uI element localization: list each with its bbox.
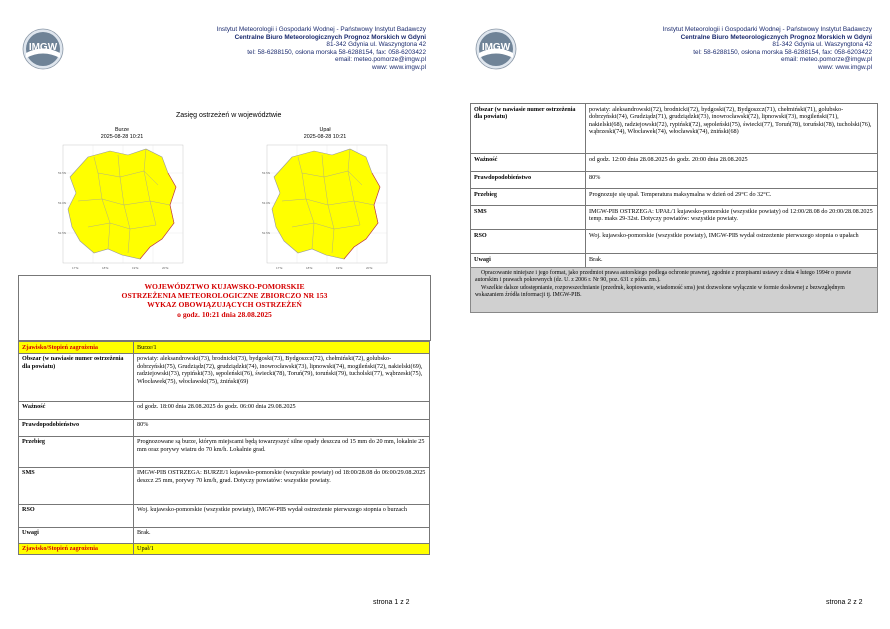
- row-key: Zjawisko/Stopień zagrożenia: [19, 543, 134, 555]
- table-row: [19, 342, 430, 354]
- row-value: Prognozuje się upał. Temperatura maksymalna w dzień od 29°C do 32°C.: [586, 189, 878, 206]
- map-right-date: 2025-08-28 10:21: [303, 133, 347, 140]
- table-row: [19, 527, 430, 543]
- svg-text:18°E: 18°E: [102, 266, 109, 270]
- header-line-3: 81-342 Gdynia ul. Waszyngtona 42: [772, 41, 872, 49]
- table-row: [471, 189, 878, 206]
- header-line-4: tel: 58-6288150, osłona morska 58-6288154, fax: 058-6203422: [247, 48, 426, 56]
- svg-text:20°E: 20°E: [162, 266, 169, 270]
- page-2: [445, 0, 890, 629]
- svg-text:17°E: 17°E: [72, 266, 79, 270]
- row-value: Woj. kujawsko-pomorskie (wszystkie powiaty), IMGW-PIB wydał ostrzeżenie pierwszego stopnia o upałach: [586, 230, 878, 254]
- copyright-note: [470, 267, 878, 313]
- table-row: [19, 467, 430, 504]
- svg-text:53.5N: 53.5N: [262, 171, 271, 175]
- svg-text:53.0N: 53.0N: [262, 201, 271, 205]
- row-key: SMS: [19, 467, 134, 504]
- row-value: Upał/1: [134, 543, 430, 555]
- header-www[interactable]: www: www.imgw.pl: [818, 63, 872, 71]
- header-line-2: Centralne Biuro Meteorologicznych Prognoz Morskich w Gdyni: [234, 33, 426, 41]
- row-value: powiaty: aleksandrowski(72), brodnicki(72), bydgoski(72), Bydgoszcz(71), chełmiński(71), golubsko-dobrzyński(74), Grudziądz(71), grudziądzki(73), inowrocławski(72), lipnowski(73), mogileński(71), nakielski(68), radziejowski(72), rypiński(72), sępoleński(75), świecki(77), Toruń(78), toruński(78), tucholski(76), wąbrzeski(74), Włocławek(74), włocławski(74), żniński(68): [586, 104, 878, 154]
- row-value: IMGW-PIB OSTRZEGA: BURZE/1 kujawsko-pomorskie (wszystkie powiaty) od 18:00/28.08 do 06:00/29.08.2025 deszcz 25 mm, porywy 70 km/h, grad. Dotyczy powiatów: wszystkie powiaty.: [134, 467, 430, 504]
- institute-header: [663, 26, 872, 72]
- row-key: Prawdopodobieństwo: [19, 419, 134, 436]
- row-key: Ważność: [471, 154, 586, 172]
- row-key: Przebieg: [471, 189, 586, 206]
- map-left-label: Burze: [114, 127, 130, 133]
- row-key: Zjawisko/Stopień zagrożenia: [19, 342, 134, 354]
- row-key: Przebieg: [19, 436, 134, 467]
- title-line-1: WOJEWÓDZTWO KUJAWSKO-POMORSKIE: [144, 282, 305, 291]
- svg-text:18°E: 18°E: [306, 266, 313, 270]
- svg-text:52.5N: 52.5N: [262, 231, 271, 235]
- row-value: Prognozowane są burze, którym miejscami będą towarzyszyć silne opady deszczu od 15 mm do 20 mm, lokalnie 25 mm oraz porywy wiatru do 70 km/h. Lokalnie grad.: [134, 436, 430, 467]
- svg-text:17°E: 17°E: [276, 266, 283, 270]
- map-burze: [58, 143, 188, 271]
- row-value: powiaty: aleksandrowski(73), brodnicki(73), bydgoski(73), Bydgoszcz(72), chełmiński(72), golubsko-dobrzyński(75), Grudziądz(72), grudziądzki(74), inowrocławski(73), lipnowski(74), mogileński(72), nakielski(69), radziejowski(73), rypiński(73), sępoleński(76), świecki(78), Toruń(79), toruński(79), tucholski(77), wąbrzeski(75), Włocławek(75), włocławski(75), żniński(69): [134, 353, 430, 401]
- row-key: Uwagi: [471, 254, 586, 270]
- svg-text:20°E: 20°E: [366, 266, 373, 270]
- table-row: [471, 230, 878, 254]
- row-value: 80%: [134, 419, 430, 436]
- svg-text:53.0N: 53.0N: [58, 201, 67, 205]
- row-value: IMGW-PIB OSTRZEGA: UPAŁ/1 kujawsko-pomorskie (wszystkie powiaty) od 12:00/28.08 do 20:00/28.08.2025 temp. maks 29-32st. Dotyczy powiatów: wszystkie powiaty.: [586, 206, 878, 230]
- row-value: Brak.: [134, 527, 430, 543]
- row-value: Woj. kujawsko-pomorskie (wszystkie powiaty), IMGW-PIB wydał ostrzeżenie pierwszego stopnia o burzach: [134, 504, 430, 527]
- map-right-caption: [285, 127, 365, 140]
- row-value: od godz. 18:00 dnia 28.08.2025 do godz. 06:00 dnia 29.08.2025: [134, 401, 430, 419]
- row-value: od godz. 12:00 dnia 28.08.2025 do godz. 20:00 dnia 28.08.2025: [586, 154, 878, 172]
- row-value: Brak.: [586, 254, 878, 270]
- header-line-3: 81-342 Gdynia ul. Waszyngtona 42: [326, 41, 426, 49]
- page-number: strona 1 z 2: [373, 599, 410, 606]
- header-line-1: Instytut Meteorologii i Gospodarki Wodnej - Państwowy Instytut Badawczy: [216, 26, 426, 33]
- table-row: [19, 543, 430, 555]
- row-key: RSO: [471, 230, 586, 254]
- svg-text:52.5N: 52.5N: [58, 231, 67, 235]
- header-email[interactable]: email: meteo.pomorze@imgw.pl: [334, 56, 426, 64]
- imgw-logo-icon: [22, 28, 64, 70]
- svg-text:53.5N: 53.5N: [58, 171, 67, 175]
- header-email[interactable]: email: meteo.pomorze@imgw.pl: [780, 56, 872, 64]
- row-key: SMS: [471, 206, 586, 230]
- table-row: [471, 104, 878, 154]
- imgw-logo-icon: [475, 28, 517, 70]
- table-row: [19, 353, 430, 401]
- header-line-1: Instytut Meteorologii i Gospodarki Wodnej - Państwowy Instytut Badawczy: [662, 26, 872, 33]
- logo-text: IMGW: [481, 42, 511, 53]
- table-row: [471, 206, 878, 230]
- copyright-paragraph-2: Wszelkie dalsze udostępnianie, rozpowszechnianie (przedruk, kopiowanie, wiadomość sms) jest dozwolone wyłącznie w formie dosłownej z bezwzględnym wskazaniem źródła informacji tj. IMGW-PIB.: [475, 284, 845, 298]
- title-line-4: o godz. 10:21 dnia 28.08.2025: [177, 309, 272, 319]
- map-left-caption: [82, 127, 162, 140]
- row-key: RSO: [19, 504, 134, 527]
- row-value: 80%: [586, 172, 878, 189]
- map-left-date: 2025-08-28 10:21: [100, 133, 144, 140]
- header-www[interactable]: www: www.imgw.pl: [372, 63, 426, 71]
- bulletin-title: [18, 275, 431, 341]
- row-key: Prawdopodobieństwo: [471, 172, 586, 189]
- svg-text:19°E: 19°E: [132, 266, 139, 270]
- map-upal: [262, 143, 392, 271]
- title-line-2: OSTRZEŻENIA METEOROLOGICZNE ZBIORCZO NR 153: [121, 291, 328, 301]
- row-key: Obszar (w nawiasie numer ostrzeżenia dla powiatu): [471, 104, 586, 154]
- table-row: [19, 401, 430, 419]
- title-line-3: WYKAZ OBOWIĄZUJĄCYCH OSTRZEŻEŃ: [147, 300, 302, 310]
- table-row: [471, 154, 878, 172]
- header-line-2: Centralne Biuro Meteorologicznych Prognoz Morskich w Gdyni: [680, 33, 872, 41]
- row-key: Uwagi: [19, 527, 134, 543]
- table-row: [471, 172, 878, 189]
- table-row: [19, 419, 430, 436]
- row-key: Obszar (w nawiasie numer ostrzeżenia dla powiatu): [19, 353, 134, 401]
- warnings-table-page-1: [18, 341, 430, 555]
- warnings-table-page-2: [470, 103, 878, 270]
- institute-header: [217, 26, 426, 72]
- svg-text:19°E: 19°E: [336, 266, 343, 270]
- row-key: Ważność: [19, 401, 134, 419]
- table-row: [19, 504, 430, 527]
- copyright-paragraph-1: Opracowanie niniejsze i jego format, jako przedmiot prawa autorskiego podlega ochronie prawnej, zgodnie z przepisami ustawy z dnia 4 lutego 1994r o prawie autorskim i prawach pokrewnych (dz. U. z 2006 r. Nr 90, poz. 631 z późn. zm.).: [475, 270, 852, 284]
- maps-title: Zasięg ostrzeżeń w województwie: [176, 112, 282, 119]
- row-value: Burze/1: [134, 342, 430, 354]
- page-number: strona 2 z 2: [826, 599, 863, 606]
- table-row: [19, 436, 430, 467]
- map-right-label: Upał: [319, 127, 331, 133]
- header-line-4: tel: 58-6288150, osłona morska 58-6288154, fax: 058-6203422: [693, 48, 872, 56]
- logo-text: IMGW: [28, 42, 58, 53]
